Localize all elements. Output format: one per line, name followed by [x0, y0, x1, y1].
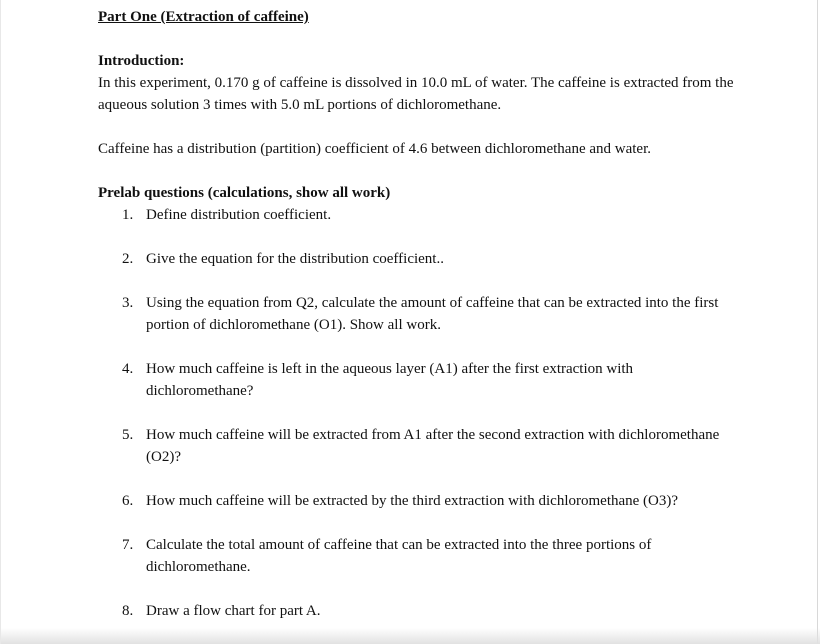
- prelab-heading: Prelab questions (calculations, show all work): [98, 185, 391, 201]
- question-text: Calculate the total amount of caffeine that can be extracted into the three portions of dichloromethane.: [146, 537, 652, 575]
- question-text: How much caffeine is left in the aqueous layer (A1) after the first extraction with dichloromethane?: [146, 361, 634, 399]
- question-number: 2.: [122, 251, 134, 267]
- question-number: 6.: [122, 493, 134, 509]
- question-item: [98, 424, 738, 468]
- question-text: How much caffeine will be extracted by the third extraction with dichloromethane (O3)?: [146, 493, 679, 509]
- question-item: [98, 600, 738, 622]
- distribution-coefficient-text: Caffeine has a distribution (partition) coefficient of 4.6 between dichloromethane and water.: [98, 141, 652, 157]
- question-text: How much caffeine will be extracted from A1 after the second extraction with dichloromethane (O2)?: [146, 427, 720, 465]
- introduction-text: In this experiment, 0.170 g of caffeine is dissolved in 10.0 mL of water. The caffeine is extracted from the aqueous solution 3 times with 5.0 mL portions of dichloromethane.: [98, 75, 734, 113]
- question-text: Define distribution coefficient.: [146, 207, 332, 223]
- question-item: [98, 292, 738, 336]
- question-number: 7.: [122, 537, 134, 553]
- question-text: Using the equation from Q2, calculate the amount of caffeine that can be extracted into the first portion of dichloromethane (O1). Show all work.: [146, 295, 719, 333]
- question-number: 1.: [122, 207, 134, 223]
- question-number: 8.: [122, 603, 134, 619]
- page-title: Part One (Extraction of caffeine): [98, 9, 309, 25]
- question-number: 5.: [122, 427, 134, 443]
- introduction-heading: Introduction:: [98, 53, 185, 69]
- question-item: [98, 204, 738, 226]
- question-number: 4.: [122, 361, 134, 377]
- question-text: Draw a flow chart for part A.: [146, 603, 321, 619]
- question-item: [98, 490, 738, 512]
- page-bottom-edge: [1, 628, 820, 644]
- question-item: [98, 534, 738, 578]
- question-text: Give the equation for the distribution coefficient..: [146, 251, 444, 267]
- question-item: [98, 358, 738, 402]
- question-item: [98, 248, 738, 270]
- question-number: 3.: [122, 295, 134, 311]
- prelab-question-list: [98, 204, 738, 622]
- document-content: [98, 6, 738, 622]
